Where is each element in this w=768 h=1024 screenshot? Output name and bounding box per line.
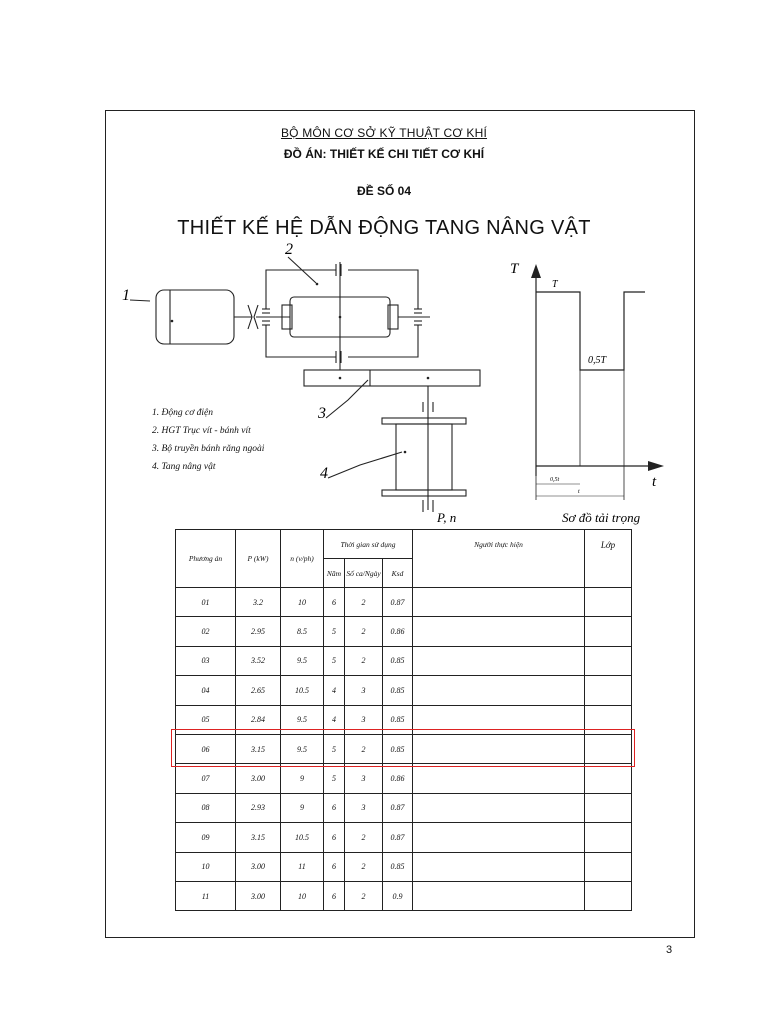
table-row [176, 823, 632, 852]
cell-shift: 3 [345, 705, 383, 734]
cell-n: 9.5 [281, 734, 324, 763]
cell-class [585, 588, 632, 617]
cell-p: 3.15 [236, 734, 281, 763]
legend-item: 1. Động cơ điện [152, 408, 214, 418]
page-number: 3 [666, 944, 673, 956]
drum-flange-top [382, 418, 466, 424]
table-row [176, 646, 632, 675]
cell-class [585, 793, 632, 822]
cell-p: 2.95 [236, 617, 281, 646]
hoisting-drum [396, 424, 452, 490]
cell-p: 3.00 [236, 764, 281, 793]
cell-ksd: 0.85 [383, 646, 413, 675]
x-axis-label: t [652, 474, 657, 490]
cell-year: 5 [324, 734, 345, 763]
header-option: Phương án [176, 530, 236, 588]
cell-shift: 2 [345, 646, 383, 675]
cell-year: 4 [324, 676, 345, 705]
callout-3: 3 [318, 405, 326, 422]
table-row [176, 588, 632, 617]
table-row [176, 764, 632, 793]
cell-n: 10 [281, 588, 324, 617]
dim-short-label: 0,5t [550, 477, 560, 483]
cell-opt: 09 [176, 823, 236, 852]
level-low-label: 0,5T [588, 355, 607, 366]
cell-performer [413, 646, 585, 675]
cell-shift: 2 [345, 617, 383, 646]
cell-year: 6 [324, 793, 345, 822]
cell-class [585, 881, 632, 910]
y-axis-label: T [510, 261, 519, 277]
drum-flange-bottom [382, 490, 466, 496]
cell-ksd: 0.9 [383, 881, 413, 910]
header-performer: Người thực hiện [413, 530, 585, 588]
cell-performer [413, 881, 585, 910]
cell-class [585, 646, 632, 675]
cell-shift: 3 [345, 676, 383, 705]
cell-ksd: 0.85 [383, 676, 413, 705]
table-row [176, 852, 632, 881]
cell-p: 3.00 [236, 852, 281, 881]
component-legend [152, 404, 264, 476]
header-usage-time: Thời gian sử dụng [324, 530, 413, 559]
main-title: THIẾT KẾ HỆ DẪN ĐỘNG TANG NÂNG VẬT [177, 217, 591, 239]
cell-ksd: 0.86 [383, 617, 413, 646]
cell-year: 6 [324, 852, 345, 881]
callout-4: 4 [320, 465, 328, 482]
cell-n: 10.5 [281, 676, 324, 705]
cell-p: 2.93 [236, 793, 281, 822]
cell-shift: 2 [345, 881, 383, 910]
project-heading: ĐỒ ÁN: THIẾT KẾ CHI TIẾT CƠ KHÍ [283, 147, 485, 161]
cell-performer [413, 764, 585, 793]
header-ksd: Ksd [383, 559, 413, 588]
cell-shift: 3 [345, 764, 383, 793]
external-gear-train [304, 370, 480, 386]
header-years: Năm [324, 559, 345, 588]
cell-year: 5 [324, 646, 345, 675]
cell-class [585, 823, 632, 852]
motor-body [156, 290, 234, 344]
cell-shift: 2 [345, 823, 383, 852]
callout-2: 2 [285, 241, 293, 258]
cell-ksd: 0.87 [383, 793, 413, 822]
cell-ksd: 0.85 [383, 705, 413, 734]
cell-n: 9 [281, 764, 324, 793]
cell-opt: 02 [176, 617, 236, 646]
cell-performer [413, 676, 585, 705]
cell-class [585, 676, 632, 705]
level-high-label: T [552, 279, 558, 290]
cell-opt: 06 [176, 734, 236, 763]
cell-n: 10.5 [281, 823, 324, 852]
department-heading: BỘ MÔN CƠ SỞ KỸ THUẬT CƠ KHÍ [280, 126, 488, 140]
cell-n: 11 [281, 852, 324, 881]
force-label: P, n [437, 510, 457, 525]
cell-opt: 01 [176, 588, 236, 617]
cell-opt: 04 [176, 676, 236, 705]
cell-p: 2.84 [236, 705, 281, 734]
cell-n: 9.5 [281, 646, 324, 675]
cell-performer [413, 617, 585, 646]
cell-p: 3.52 [236, 646, 281, 675]
cell-ksd: 0.87 [383, 588, 413, 617]
cell-p: 2.65 [236, 676, 281, 705]
legend-item: 3. Bộ truyền bánh răng ngoài [152, 444, 265, 454]
cell-performer [413, 852, 585, 881]
cell-opt: 10 [176, 852, 236, 881]
cell-shift: 3 [345, 793, 383, 822]
assignment-number: ĐỀ SỐ 04 [356, 184, 412, 198]
cell-shift: 2 [345, 852, 383, 881]
cell-n: 9.5 [281, 705, 324, 734]
cell-year: 6 [324, 881, 345, 910]
header-power: P (kW) [236, 530, 281, 588]
cell-ksd: 0.85 [383, 852, 413, 881]
dim-long-label: t [578, 489, 580, 495]
header-class: Lớp [585, 530, 632, 588]
legend-item: 4. Tang nâng vật [152, 462, 216, 472]
cell-performer [413, 793, 585, 822]
callout-1: 1 [122, 287, 130, 304]
cell-p: 3.15 [236, 823, 281, 852]
cell-ksd: 0.86 [383, 764, 413, 793]
cell-year: 4 [324, 705, 345, 734]
cell-n: 10 [281, 881, 324, 910]
cell-opt: 08 [176, 793, 236, 822]
cell-ksd: 0.87 [383, 823, 413, 852]
cell-year: 5 [324, 617, 345, 646]
load-chart [536, 268, 660, 500]
cell-shift: 2 [345, 588, 383, 617]
cell-year: 6 [324, 588, 345, 617]
table-row [176, 793, 632, 822]
cell-opt: 11 [176, 881, 236, 910]
table-row [176, 617, 632, 646]
table-row [176, 676, 632, 705]
cell-shift: 2 [345, 734, 383, 763]
cell-class [585, 852, 632, 881]
cell-ksd: 0.85 [383, 734, 413, 763]
load-chart-caption: Sơ đồ tải trọng [562, 510, 641, 525]
legend-item: 2. HGT Trục vít - bánh vít [152, 426, 251, 436]
parameters-table [175, 529, 632, 911]
table-row [176, 881, 632, 910]
cell-n: 9 [281, 793, 324, 822]
cell-opt: 05 [176, 705, 236, 734]
cell-opt: 07 [176, 764, 236, 793]
cell-p: 3.2 [236, 588, 281, 617]
cell-performer [413, 823, 585, 852]
cell-p: 3.00 [236, 881, 281, 910]
cell-class [585, 617, 632, 646]
cell-opt: 03 [176, 646, 236, 675]
cell-n: 8.5 [281, 617, 324, 646]
cell-year: 6 [324, 823, 345, 852]
cell-performer [413, 588, 585, 617]
highlighted-row-box [171, 729, 635, 767]
cell-class [585, 764, 632, 793]
header-speed: n (v/ph) [281, 530, 324, 588]
header-shifts: Số ca/Ngày [345, 559, 383, 588]
cell-year: 5 [324, 764, 345, 793]
